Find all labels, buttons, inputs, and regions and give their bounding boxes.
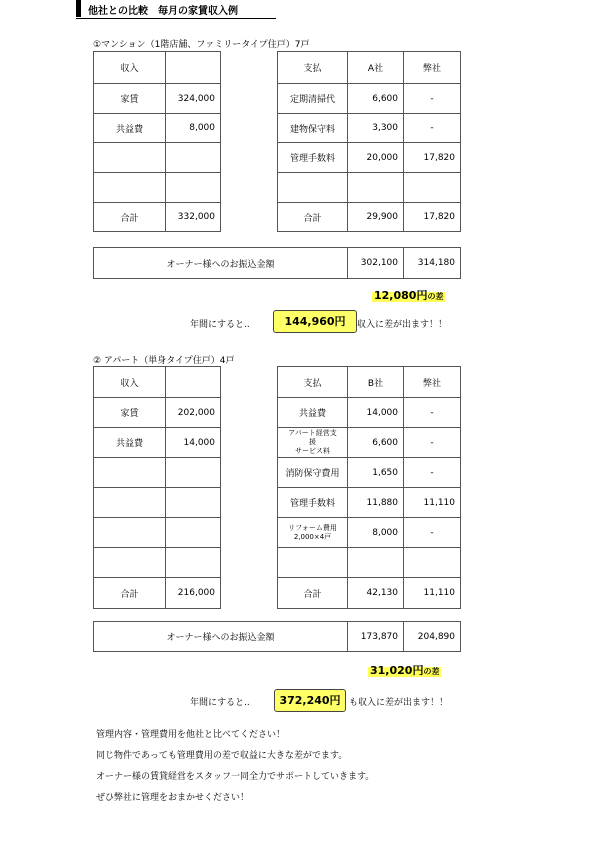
- income-total-value: 216,000: [166, 578, 221, 609]
- income-value: [166, 143, 221, 173]
- income-value: 324,000: [166, 84, 221, 114]
- section1-income-table: [93, 51, 221, 232]
- title-underline: [76, 18, 276, 19]
- income-value: 14,000: [166, 428, 221, 458]
- section2-expense-table: [277, 366, 461, 609]
- expense-a: 6,600: [348, 428, 404, 458]
- difference-amount: 31,020円: [370, 664, 424, 677]
- expense-a: 20,000: [348, 143, 404, 173]
- income-value: [166, 518, 221, 548]
- table-row: [278, 428, 461, 458]
- income-header-blank: [166, 52, 221, 84]
- expense-ours: [404, 548, 461, 578]
- income-header-blank: [166, 367, 221, 398]
- title-marker: [76, 0, 81, 17]
- income-label: [94, 458, 166, 488]
- expense-total-ours: 11,110: [404, 578, 461, 609]
- expense-label: 管理手数料: [278, 488, 348, 518]
- difference-suffix: の差: [423, 667, 440, 676]
- expense-a: [348, 548, 404, 578]
- table-row: [94, 398, 221, 428]
- annual-amount-box: 372,240円: [274, 689, 346, 712]
- income-label: 家賃: [94, 84, 166, 114]
- table-row: [94, 114, 221, 143]
- expense-label: 定期清掃代: [278, 84, 348, 114]
- closing-line: 管理内容・管理費用を他社と比べてください！: [96, 730, 286, 740]
- our-company-header: 弊社: [404, 52, 461, 84]
- transfer-label: オーナー様へのお振込金額: [94, 248, 348, 279]
- table-row: [94, 518, 221, 548]
- section2-title: ② アパート（単身タイプ住戸）4戸: [93, 356, 235, 366]
- expense-a: 8,000: [348, 518, 404, 548]
- income-value: [166, 173, 221, 203]
- annual-amount-box: 144,960円: [273, 310, 357, 333]
- closing-line: ぜひ弊社に管理をおまかせください！: [96, 793, 250, 803]
- our-company-header: 弊社: [404, 367, 461, 398]
- transfer-ours: 204,890: [404, 622, 461, 652]
- section2-transfer-table: [93, 621, 461, 652]
- table-row: [278, 173, 461, 203]
- table-row: [94, 428, 221, 458]
- annual-message: も収入に差が出ます！！: [349, 698, 449, 708]
- section2-difference: [368, 662, 441, 678]
- table-row: [94, 458, 221, 488]
- expense-total-a: 29,900: [348, 203, 404, 232]
- difference-suffix: の差: [427, 292, 444, 301]
- expense-label: アパート経営支 援 サービス料: [278, 428, 348, 458]
- table-row: [278, 398, 461, 428]
- income-label: 家賃: [94, 398, 166, 428]
- table-row: [94, 578, 221, 609]
- expense-label: リフォーム費用 2,000×4戸: [278, 518, 348, 548]
- expense-ours: -: [404, 458, 461, 488]
- expense-ours: -: [404, 398, 461, 428]
- company-a-header: A社: [348, 52, 404, 84]
- income-label: 共益費: [94, 428, 166, 458]
- table-row: [278, 203, 461, 232]
- income-label: [94, 548, 166, 578]
- section2-income-table: [93, 366, 221, 609]
- table-row: [94, 84, 221, 114]
- expense-a: [348, 173, 404, 203]
- transfer-a: 302,100: [348, 248, 404, 279]
- income-total-label: 合計: [94, 203, 166, 232]
- table-row: [278, 518, 461, 548]
- expense-label: 管理手数料: [278, 143, 348, 173]
- section1-transfer-table: [93, 247, 461, 279]
- transfer-ours: 314,180: [404, 248, 461, 279]
- income-total-value: 332,000: [166, 203, 221, 232]
- income-value: 202,000: [166, 398, 221, 428]
- income-total-label: 合計: [94, 578, 166, 609]
- difference-amount: 12,080円: [374, 289, 428, 302]
- expense-ours: [404, 173, 461, 203]
- expense-ours: 17,820: [404, 143, 461, 173]
- table-row: [94, 143, 221, 173]
- expense-label: [278, 173, 348, 203]
- annual-label: 年間にすると..: [190, 320, 250, 330]
- expense-a: 11,880: [348, 488, 404, 518]
- expense-total-label: 合計: [278, 578, 348, 609]
- table-row: [94, 488, 221, 518]
- income-label: [94, 143, 166, 173]
- closing-line: 同じ物件であっても管理費用の差で収益に大きな差がでます。: [96, 751, 348, 761]
- page-header: [76, 0, 276, 16]
- table-row: [278, 458, 461, 488]
- table-row: [278, 488, 461, 518]
- expense-ours: -: [404, 84, 461, 114]
- page-title: 他社との比較 毎月の家賃収入例: [88, 6, 238, 17]
- income-label: [94, 488, 166, 518]
- annual-message: 収入に差が出ます！！: [357, 320, 448, 330]
- expense-label: 建物保守料: [278, 114, 348, 143]
- income-value: 8,000: [166, 114, 221, 143]
- income-label: [94, 518, 166, 548]
- expense-total-ours: 17,820: [404, 203, 461, 232]
- expense-header: 支払: [278, 52, 348, 84]
- income-header: 収入: [94, 52, 166, 84]
- expense-ours: -: [404, 518, 461, 548]
- section1-title: ①マンション（1階店舗、ファミリータイプ住戸）7戸: [93, 40, 310, 50]
- income-value: [166, 458, 221, 488]
- closing-text: [96, 725, 374, 809]
- table-row: [94, 548, 221, 578]
- transfer-label: オーナー様へのお振込金額: [94, 622, 348, 652]
- income-header: 収入: [94, 367, 166, 398]
- expense-ours: -: [404, 428, 461, 458]
- company-b-header: B社: [348, 367, 404, 398]
- section1-expense-table: [277, 51, 461, 232]
- table-row: [278, 578, 461, 609]
- table-row: [278, 548, 461, 578]
- table-row: [278, 114, 461, 143]
- expense-total-a: 42,130: [348, 578, 404, 609]
- expense-a: 3,300: [348, 114, 404, 143]
- table-row: [94, 203, 221, 232]
- expense-label: 消防保守費用: [278, 458, 348, 488]
- income-value: [166, 548, 221, 578]
- income-label: [94, 173, 166, 203]
- closing-line: オーナー様の賃貸経営をスタッフ一同全力でサポートしていきます。: [96, 772, 375, 782]
- income-label: 共益費: [94, 114, 166, 143]
- expense-a: 1,650: [348, 458, 404, 488]
- expense-label: 共益費: [278, 398, 348, 428]
- expense-ours: -: [404, 114, 461, 143]
- table-row: [94, 173, 221, 203]
- expense-ours: 11,110: [404, 488, 461, 518]
- annual-label: 年間にすると..: [190, 698, 250, 708]
- income-value: [166, 488, 221, 518]
- expense-header: 支払: [278, 367, 348, 398]
- table-row: [278, 143, 461, 173]
- expense-label: [278, 548, 348, 578]
- expense-a: 6,600: [348, 84, 404, 114]
- section1-difference: [372, 287, 445, 303]
- expense-total-label: 合計: [278, 203, 348, 232]
- table-row: [278, 84, 461, 114]
- expense-a: 14,000: [348, 398, 404, 428]
- transfer-a: 173,870: [348, 622, 404, 652]
